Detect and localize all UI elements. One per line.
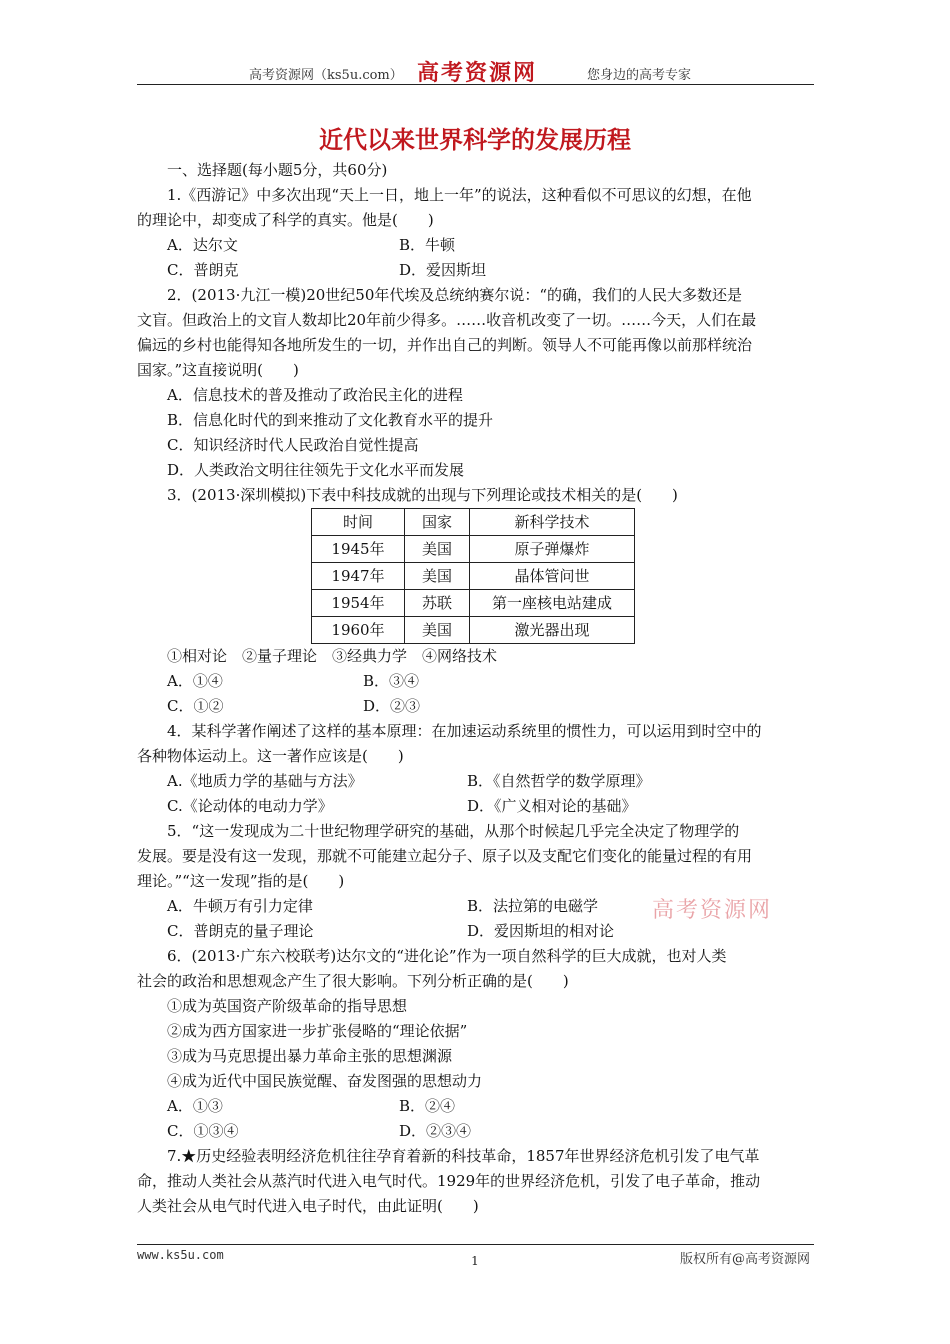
table-header-cell: 时间 xyxy=(312,509,405,536)
table-row xyxy=(312,536,635,563)
question-3-line-1: 3．(2013·深圳模拟)下表中科技成就的出现与下列理论或技术相关的是( ) xyxy=(167,486,678,504)
question-2-line-1: 2．(2013·九江一模)20世纪50年代埃及总统纳赛尔说：“的确，我们的人民大多数还是 xyxy=(167,286,743,304)
table-row xyxy=(312,590,635,617)
option-c: C．普朗克的量子理论 xyxy=(167,922,314,940)
table-cell: 1947年 xyxy=(312,563,405,590)
question-1-options-row-2 xyxy=(137,258,814,283)
option-c: C．①② xyxy=(167,697,224,715)
table-cell: 晶体管问世 xyxy=(470,563,635,590)
question-5-line-3: 理论。”“这一发现”指的是( ) xyxy=(137,872,345,890)
table-header-cell: 新科学技术 xyxy=(470,509,635,536)
table-cell: 第一座核电站建成 xyxy=(470,590,635,617)
question-6-item-2: ②成为西方国家进一步扩张侵略的“理论依据” xyxy=(167,1022,468,1040)
header-logo: 高考资源网 xyxy=(417,60,538,86)
question-6-item-3: ③成为马克思提出暴力革命主张的思想渊源 xyxy=(167,1047,453,1065)
option-d: D．爱因斯坦的相对论 xyxy=(467,922,615,940)
option-b: B．信息化时代的到来推动了文化教育水平的提升 xyxy=(167,411,494,429)
question-2-line-2: 文盲。但政治上的文盲人数却比20年前少得多。……收音机改变了一切。……今天，人们在最 xyxy=(137,311,757,329)
page-header xyxy=(137,62,814,85)
question-7-line-3: 人类社会从电气时代进入电子时代，由此证明( ) xyxy=(137,1197,479,1215)
option-a: A．①③ xyxy=(167,1097,223,1115)
option-d: D．②③ xyxy=(363,697,421,715)
option-a: A.《地质力学的基础与方法》 xyxy=(167,772,363,790)
document-body xyxy=(137,158,814,1219)
question-5-line-1: 5．“这一发现成为二十世纪物理学研究的基础，从那个时候起几乎完全决定了物理学的 xyxy=(167,822,740,840)
option-a: A．①④ xyxy=(167,672,223,690)
header-site-name: 高考资源网（ks5u.com） xyxy=(249,68,403,83)
question-4-options-row-1 xyxy=(137,769,814,794)
table-header-cell: 国家 xyxy=(405,509,470,536)
table-cell: 激光器出现 xyxy=(470,617,635,644)
question-7-line-2: 命，推动人类社会从蒸汽时代进入电气时代。1929年的世界经济危机，引发了电子革命，推动 xyxy=(137,1172,761,1190)
question-7-line-1: 7.★历史经验表明经济危机往往孕育着新的科技革命，1857年世界经济危机引发了电气革 xyxy=(167,1147,760,1165)
question-3-items: ①相对论 ②量子理论 ③经典力学 ④网络技术 xyxy=(167,647,498,665)
watermark-logo: 高考资源网 xyxy=(652,898,773,923)
table-cell: 苏联 xyxy=(405,590,470,617)
page-title: 近代以来世界科学的发展历程 xyxy=(319,126,631,154)
option-c: C．①③④ xyxy=(167,1122,239,1140)
table-cell: 1960年 xyxy=(312,617,405,644)
table-header-row xyxy=(312,509,635,536)
option-b: B．②④ xyxy=(399,1097,456,1115)
table-cell: 原子弹爆炸 xyxy=(470,536,635,563)
question-4-options-row-2 xyxy=(137,794,814,819)
option-b: B．牛顿 xyxy=(399,236,456,254)
option-d: D．人类政治文明往往领先于文化水平而发展 xyxy=(167,461,465,479)
question-1-line-1: 1.《西游记》中多次出现“天上一日，地上一年”的说法，这种看似不可思议的幻想，在他 xyxy=(167,186,752,204)
footer-url-link[interactable]: www.ks5u.com xyxy=(137,1248,224,1262)
question-2-line-3: 偏远的乡村也能得知各地所发生的一切，并作出自己的判断。领导人不可能再像以前那样统治 xyxy=(137,336,753,354)
option-a: A．信息技术的普及推动了政治民主化的进程 xyxy=(167,386,463,404)
question-4-line-1: 4．某科学著作阐述了这样的基本原理：在加速运动系统里的惯性力，可以运用到时空中的 xyxy=(167,722,762,740)
question-3-options-row-2 xyxy=(137,694,814,719)
option-c: C．知识经济时代人民政治自觉性提高 xyxy=(167,436,419,454)
option-c: C．普朗克 xyxy=(167,261,239,279)
question-3-options-row-1 xyxy=(137,669,814,694)
option-a: A．牛顿万有引力定律 xyxy=(167,897,313,915)
question-2-line-4: 国家。”这直接说明( ) xyxy=(137,361,299,379)
footer-copyright: 版权所有@高考资源网 xyxy=(679,1252,810,1267)
question-6-item-1: ①成为英国资产阶级革命的指导思想 xyxy=(167,997,408,1015)
table-cell: 1954年 xyxy=(312,590,405,617)
question-6-options-row-2 xyxy=(137,1119,814,1144)
option-d: D．爱因斯坦 xyxy=(399,261,487,279)
question-4-line-2: 各种物体运动上。这一著作应该是( ) xyxy=(137,747,404,765)
table-cell: 美国 xyxy=(405,536,470,563)
option-d: D．②③④ xyxy=(399,1122,472,1140)
section-heading: 一、选择题(每小题5分，共60分) xyxy=(167,161,388,179)
question-6-line-2: 社会的政治和思想观念产生了很大影响。下列分析正确的是( ) xyxy=(137,972,569,990)
table-cell: 1945年 xyxy=(312,536,405,563)
header-slogan: 您身边的高考专家 xyxy=(587,68,692,83)
table-cell: 美国 xyxy=(405,563,470,590)
option-b: B．《自然哲学的数学原理》 xyxy=(467,772,651,790)
option-d: D．《广义相对论的基础》 xyxy=(467,797,637,815)
question-5-line-2: 发展。要是没有这一发现，那就不可能建立起分子、原子以及支配它们变化的能量过程的有用 xyxy=(137,847,753,865)
table-cell: 美国 xyxy=(405,617,470,644)
page-number: 1 xyxy=(471,1254,479,1268)
question-6-item-4: ④成为近代中国民族觉醒、奋发图强的思想动力 xyxy=(167,1072,483,1090)
question-1-options-row-1 xyxy=(137,233,814,258)
question-1-line-2: 的理论中，却变成了科学的真实。他是( ) xyxy=(137,211,434,229)
option-a: A．达尔文 xyxy=(167,236,238,254)
option-b: B．法拉第的电磁学 xyxy=(467,897,599,915)
option-c: C.《论动体的电动力学》 xyxy=(167,797,333,815)
achievements-table xyxy=(311,508,635,644)
option-b: B．③④ xyxy=(363,672,420,690)
table-row xyxy=(312,617,635,644)
table-row xyxy=(312,563,635,590)
question-6-options-row-1 xyxy=(137,1094,814,1119)
question-6-line-1: 6．(2013·广东六校联考)达尔文的“进化论”作为一项自然科学的巨大成就，也对人类 xyxy=(167,947,727,965)
